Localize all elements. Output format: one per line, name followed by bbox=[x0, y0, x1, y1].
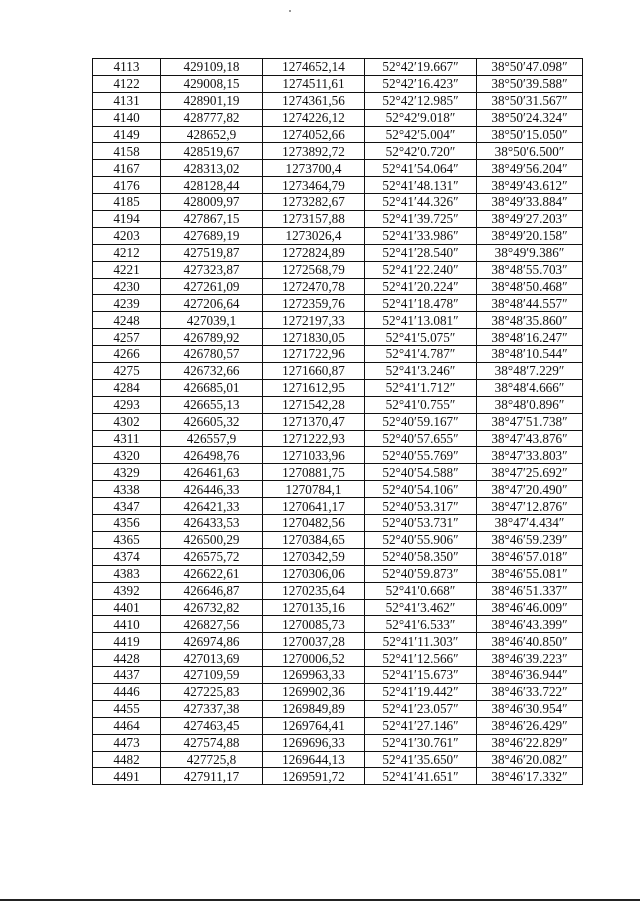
table-row bbox=[93, 346, 583, 363]
cell-y-coordinate: 1270482,56 bbox=[263, 515, 365, 532]
cell-point-number: 4176 bbox=[93, 177, 161, 194]
cell-point-number: 4338 bbox=[93, 481, 161, 498]
cell-x-coordinate: 426827,56 bbox=[161, 616, 263, 633]
cell-x-coordinate: 428519,67 bbox=[161, 143, 263, 160]
cell-longitude: 38°46′33.722″ bbox=[477, 683, 583, 700]
cell-point-number: 4365 bbox=[93, 531, 161, 548]
cell-x-coordinate: 428009,97 bbox=[161, 194, 263, 211]
cell-longitude: 38°50′47.098″ bbox=[477, 59, 583, 76]
cell-latitude: 52°41′3.462″ bbox=[365, 599, 477, 616]
cell-longitude: 38°49′43.612″ bbox=[477, 177, 583, 194]
cell-latitude: 52°41′41.651″ bbox=[365, 768, 477, 785]
table-row bbox=[93, 295, 583, 312]
cell-point-number: 4473 bbox=[93, 734, 161, 751]
cell-x-coordinate: 428901,19 bbox=[161, 92, 263, 109]
table-row bbox=[93, 109, 583, 126]
cell-point-number: 4284 bbox=[93, 379, 161, 396]
table-row bbox=[93, 751, 583, 768]
cell-longitude: 38°46′22.829″ bbox=[477, 734, 583, 751]
cell-point-number: 4140 bbox=[93, 109, 161, 126]
cell-latitude: 52°40′58.350″ bbox=[365, 548, 477, 565]
cell-x-coordinate: 426557,9 bbox=[161, 430, 263, 447]
table-row bbox=[93, 464, 583, 481]
table-row bbox=[93, 363, 583, 380]
table-row bbox=[93, 633, 583, 650]
cell-y-coordinate: 1271660,87 bbox=[263, 363, 365, 380]
cell-x-coordinate: 428777,82 bbox=[161, 109, 263, 126]
cell-latitude: 52°41′18.478″ bbox=[365, 295, 477, 312]
cell-longitude: 38°46′51.337″ bbox=[477, 582, 583, 599]
table-row bbox=[93, 498, 583, 515]
table-row bbox=[93, 126, 583, 143]
cell-latitude: 52°42′5.004″ bbox=[365, 126, 477, 143]
cell-y-coordinate: 1271542,28 bbox=[263, 396, 365, 413]
cell-y-coordinate: 1271033,96 bbox=[263, 447, 365, 464]
cell-y-coordinate: 1274226,12 bbox=[263, 109, 365, 126]
cell-y-coordinate: 1270881,75 bbox=[263, 464, 365, 481]
cell-x-coordinate: 426575,72 bbox=[161, 548, 263, 565]
table-row bbox=[93, 261, 583, 278]
cell-y-coordinate: 1269696,33 bbox=[263, 734, 365, 751]
cell-x-coordinate: 426646,87 bbox=[161, 582, 263, 599]
cell-x-coordinate: 427039,1 bbox=[161, 312, 263, 329]
cell-x-coordinate: 427109,59 bbox=[161, 667, 263, 684]
cell-point-number: 4248 bbox=[93, 312, 161, 329]
cell-x-coordinate: 427519,87 bbox=[161, 244, 263, 261]
cell-x-coordinate: 427225,83 bbox=[161, 683, 263, 700]
cell-latitude: 52°41′0.668″ bbox=[365, 582, 477, 599]
cell-y-coordinate: 1269591,72 bbox=[263, 768, 365, 785]
table-row bbox=[93, 667, 583, 684]
cell-y-coordinate: 1271830,05 bbox=[263, 329, 365, 346]
cell-latitude: 52°40′59.167″ bbox=[365, 413, 477, 430]
cell-longitude: 38°50′39.588″ bbox=[477, 75, 583, 92]
cell-x-coordinate: 426622,61 bbox=[161, 565, 263, 582]
cell-x-coordinate: 426685,01 bbox=[161, 379, 263, 396]
cell-y-coordinate: 1273892,72 bbox=[263, 143, 365, 160]
cell-latitude: 52°40′54.588″ bbox=[365, 464, 477, 481]
cell-point-number: 4194 bbox=[93, 211, 161, 228]
cell-latitude: 52°41′44.326″ bbox=[365, 194, 477, 211]
cell-latitude: 52°42′0.720″ bbox=[365, 143, 477, 160]
cell-y-coordinate: 1273464,79 bbox=[263, 177, 365, 194]
cell-latitude: 52°41′48.131″ bbox=[365, 177, 477, 194]
table-row bbox=[93, 717, 583, 734]
cell-y-coordinate: 1270306,06 bbox=[263, 565, 365, 582]
cell-y-coordinate: 1269902,36 bbox=[263, 683, 365, 700]
cell-point-number: 4383 bbox=[93, 565, 161, 582]
cell-y-coordinate: 1270641,17 bbox=[263, 498, 365, 515]
cell-latitude: 52°41′13.081″ bbox=[365, 312, 477, 329]
cell-y-coordinate: 1269963,33 bbox=[263, 667, 365, 684]
cell-longitude: 38°48′50.468″ bbox=[477, 278, 583, 295]
table-row bbox=[93, 194, 583, 211]
cell-longitude: 38°46′40.850″ bbox=[477, 633, 583, 650]
cell-y-coordinate: 1270085,73 bbox=[263, 616, 365, 633]
cell-x-coordinate: 426421,33 bbox=[161, 498, 263, 515]
cell-y-coordinate: 1270342,59 bbox=[263, 548, 365, 565]
page-bottom-rule bbox=[0, 899, 640, 901]
cell-point-number: 4185 bbox=[93, 194, 161, 211]
cell-y-coordinate: 1269644,13 bbox=[263, 751, 365, 768]
cell-latitude: 52°40′57.655″ bbox=[365, 430, 477, 447]
table-row bbox=[93, 616, 583, 633]
cell-x-coordinate: 427689,19 bbox=[161, 227, 263, 244]
cell-point-number: 4446 bbox=[93, 683, 161, 700]
cell-y-coordinate: 1270135,16 bbox=[263, 599, 365, 616]
cell-y-coordinate: 1274361,56 bbox=[263, 92, 365, 109]
cell-latitude: 52°41′4.787″ bbox=[365, 346, 477, 363]
table-row bbox=[93, 160, 583, 177]
cell-point-number: 4239 bbox=[93, 295, 161, 312]
cell-y-coordinate: 1271370,47 bbox=[263, 413, 365, 430]
cell-latitude: 52°41′20.224″ bbox=[365, 278, 477, 295]
cell-x-coordinate: 426789,92 bbox=[161, 329, 263, 346]
cell-x-coordinate: 427337,38 bbox=[161, 700, 263, 717]
cell-x-coordinate: 427574,88 bbox=[161, 734, 263, 751]
cell-latitude: 52°40′55.906″ bbox=[365, 531, 477, 548]
cell-longitude: 38°48′35.860″ bbox=[477, 312, 583, 329]
table-row bbox=[93, 227, 583, 244]
cell-latitude: 52°42′19.667″ bbox=[365, 59, 477, 76]
coordinates-table-body bbox=[93, 59, 583, 785]
table-row bbox=[93, 211, 583, 228]
cell-y-coordinate: 1271722,96 bbox=[263, 346, 365, 363]
cell-longitude: 38°47′12.876″ bbox=[477, 498, 583, 515]
cell-latitude: 52°41′27.146″ bbox=[365, 717, 477, 734]
cell-point-number: 4491 bbox=[93, 768, 161, 785]
cell-y-coordinate: 1272568,79 bbox=[263, 261, 365, 278]
cell-longitude: 38°47′51.738″ bbox=[477, 413, 583, 430]
table-row bbox=[93, 515, 583, 532]
cell-longitude: 38°46′26.429″ bbox=[477, 717, 583, 734]
cell-x-coordinate: 426974,86 bbox=[161, 633, 263, 650]
cell-latitude: 52°41′3.246″ bbox=[365, 363, 477, 380]
cell-longitude: 38°46′57.018″ bbox=[477, 548, 583, 565]
page-mark bbox=[289, 10, 291, 12]
cell-latitude: 52°41′5.075″ bbox=[365, 329, 477, 346]
cell-point-number: 4293 bbox=[93, 396, 161, 413]
cell-longitude: 38°50′15.050″ bbox=[477, 126, 583, 143]
cell-point-number: 4221 bbox=[93, 261, 161, 278]
cell-point-number: 4437 bbox=[93, 667, 161, 684]
cell-point-number: 4374 bbox=[93, 548, 161, 565]
cell-latitude: 52°41′12.566″ bbox=[365, 650, 477, 667]
cell-latitude: 52°41′33.986″ bbox=[365, 227, 477, 244]
cell-latitude: 52°41′30.761″ bbox=[365, 734, 477, 751]
cell-x-coordinate: 429008,15 bbox=[161, 75, 263, 92]
cell-point-number: 4329 bbox=[93, 464, 161, 481]
cell-point-number: 4320 bbox=[93, 447, 161, 464]
cell-x-coordinate: 426780,57 bbox=[161, 346, 263, 363]
cell-latitude: 52°41′54.064″ bbox=[365, 160, 477, 177]
table-row bbox=[93, 430, 583, 447]
cell-latitude: 52°40′59.873″ bbox=[365, 565, 477, 582]
cell-longitude: 38°47′4.434″ bbox=[477, 515, 583, 532]
cell-longitude: 38°50′6.500″ bbox=[477, 143, 583, 160]
cell-x-coordinate: 427725,8 bbox=[161, 751, 263, 768]
cell-longitude: 38°48′55.703″ bbox=[477, 261, 583, 278]
table-row bbox=[93, 650, 583, 667]
cell-longitude: 38°47′25.692″ bbox=[477, 464, 583, 481]
table-row bbox=[93, 329, 583, 346]
cell-latitude: 52°41′6.533″ bbox=[365, 616, 477, 633]
cell-point-number: 4257 bbox=[93, 329, 161, 346]
cell-longitude: 38°48′10.544″ bbox=[477, 346, 583, 363]
cell-point-number: 4464 bbox=[93, 717, 161, 734]
cell-point-number: 4167 bbox=[93, 160, 161, 177]
cell-x-coordinate: 426446,33 bbox=[161, 481, 263, 498]
cell-longitude: 38°48′4.666″ bbox=[477, 379, 583, 396]
cell-latitude: 52°40′55.769″ bbox=[365, 447, 477, 464]
cell-y-coordinate: 1271612,95 bbox=[263, 379, 365, 396]
cell-point-number: 4347 bbox=[93, 498, 161, 515]
cell-latitude: 52°41′23.057″ bbox=[365, 700, 477, 717]
cell-y-coordinate: 1270235,64 bbox=[263, 582, 365, 599]
cell-point-number: 4428 bbox=[93, 650, 161, 667]
cell-latitude: 52°41′39.725″ bbox=[365, 211, 477, 228]
cell-latitude: 52°41′35.650″ bbox=[365, 751, 477, 768]
table-row bbox=[93, 565, 583, 582]
cell-y-coordinate: 1273157,88 bbox=[263, 211, 365, 228]
cell-y-coordinate: 1270384,65 bbox=[263, 531, 365, 548]
cell-latitude: 52°41′1.712″ bbox=[365, 379, 477, 396]
cell-longitude: 38°49′9.386″ bbox=[477, 244, 583, 261]
cell-point-number: 4302 bbox=[93, 413, 161, 430]
cell-longitude: 38°46′36.944″ bbox=[477, 667, 583, 684]
cell-point-number: 4275 bbox=[93, 363, 161, 380]
cell-y-coordinate: 1269849,89 bbox=[263, 700, 365, 717]
cell-point-number: 4203 bbox=[93, 227, 161, 244]
cell-y-coordinate: 1272470,78 bbox=[263, 278, 365, 295]
cell-x-coordinate: 427206,64 bbox=[161, 295, 263, 312]
table-row bbox=[93, 379, 583, 396]
cell-longitude: 38°50′31.567″ bbox=[477, 92, 583, 109]
cell-latitude: 52°41′0.755″ bbox=[365, 396, 477, 413]
cell-x-coordinate: 428652,9 bbox=[161, 126, 263, 143]
cell-point-number: 4311 bbox=[93, 430, 161, 447]
cell-latitude: 52°41′19.442″ bbox=[365, 683, 477, 700]
cell-y-coordinate: 1272197,33 bbox=[263, 312, 365, 329]
table-row bbox=[93, 700, 583, 717]
cell-y-coordinate: 1273700,4 bbox=[263, 160, 365, 177]
cell-longitude: 38°47′43.876″ bbox=[477, 430, 583, 447]
cell-y-coordinate: 1274052,66 bbox=[263, 126, 365, 143]
cell-latitude: 52°40′53.317″ bbox=[365, 498, 477, 515]
cell-x-coordinate: 429109,18 bbox=[161, 59, 263, 76]
table-row bbox=[93, 683, 583, 700]
cell-longitude: 38°46′30.954″ bbox=[477, 700, 583, 717]
cell-x-coordinate: 427463,45 bbox=[161, 717, 263, 734]
cell-y-coordinate: 1269764,41 bbox=[263, 717, 365, 734]
table-row bbox=[93, 481, 583, 498]
cell-point-number: 4230 bbox=[93, 278, 161, 295]
cell-point-number: 4212 bbox=[93, 244, 161, 261]
cell-x-coordinate: 427911,17 bbox=[161, 768, 263, 785]
cell-x-coordinate: 426732,66 bbox=[161, 363, 263, 380]
cell-y-coordinate: 1272824,89 bbox=[263, 244, 365, 261]
cell-longitude: 38°50′24.324″ bbox=[477, 109, 583, 126]
cell-y-coordinate: 1272359,76 bbox=[263, 295, 365, 312]
cell-point-number: 4419 bbox=[93, 633, 161, 650]
cell-longitude: 38°48′44.557″ bbox=[477, 295, 583, 312]
cell-y-coordinate: 1274652,14 bbox=[263, 59, 365, 76]
cell-x-coordinate: 427013,69 bbox=[161, 650, 263, 667]
cell-latitude: 52°42′12.985″ bbox=[365, 92, 477, 109]
cell-longitude: 38°48′7.229″ bbox=[477, 363, 583, 380]
cell-point-number: 4392 bbox=[93, 582, 161, 599]
cell-latitude: 52°42′16.423″ bbox=[365, 75, 477, 92]
cell-longitude: 38°46′17.332″ bbox=[477, 768, 583, 785]
table-row bbox=[93, 548, 583, 565]
cell-point-number: 4131 bbox=[93, 92, 161, 109]
cell-point-number: 4149 bbox=[93, 126, 161, 143]
cell-longitude: 38°47′20.490″ bbox=[477, 481, 583, 498]
cell-point-number: 4410 bbox=[93, 616, 161, 633]
cell-x-coordinate: 426433,53 bbox=[161, 515, 263, 532]
cell-y-coordinate: 1273026,4 bbox=[263, 227, 365, 244]
cell-y-coordinate: 1271222,93 bbox=[263, 430, 365, 447]
table-row bbox=[93, 92, 583, 109]
cell-point-number: 4455 bbox=[93, 700, 161, 717]
table-row bbox=[93, 768, 583, 785]
cell-latitude: 52°40′54.106″ bbox=[365, 481, 477, 498]
cell-longitude: 38°46′55.081″ bbox=[477, 565, 583, 582]
cell-longitude: 38°49′20.158″ bbox=[477, 227, 583, 244]
cell-longitude: 38°46′39.223″ bbox=[477, 650, 583, 667]
cell-latitude: 52°41′28.540″ bbox=[365, 244, 477, 261]
cell-longitude: 38°47′33.803″ bbox=[477, 447, 583, 464]
cell-latitude: 52°42′9.018″ bbox=[365, 109, 477, 126]
cell-x-coordinate: 426655,13 bbox=[161, 396, 263, 413]
cell-x-coordinate: 428313,02 bbox=[161, 160, 263, 177]
table-row bbox=[93, 413, 583, 430]
table-row bbox=[93, 734, 583, 751]
cell-point-number: 4158 bbox=[93, 143, 161, 160]
table-row bbox=[93, 396, 583, 413]
table-row bbox=[93, 75, 583, 92]
cell-point-number: 4401 bbox=[93, 599, 161, 616]
coordinates-table bbox=[92, 58, 583, 785]
cell-x-coordinate: 427867,15 bbox=[161, 211, 263, 228]
cell-latitude: 52°41′22.240″ bbox=[365, 261, 477, 278]
cell-longitude: 38°48′0.896″ bbox=[477, 396, 583, 413]
cell-longitude: 38°48′16.247″ bbox=[477, 329, 583, 346]
cell-point-number: 4266 bbox=[93, 346, 161, 363]
table-row bbox=[93, 143, 583, 160]
cell-longitude: 38°46′59.239″ bbox=[477, 531, 583, 548]
cell-y-coordinate: 1270784,1 bbox=[263, 481, 365, 498]
table-row bbox=[93, 312, 583, 329]
cell-longitude: 38°49′56.204″ bbox=[477, 160, 583, 177]
cell-x-coordinate: 426605,32 bbox=[161, 413, 263, 430]
cell-longitude: 38°46′46.009″ bbox=[477, 599, 583, 616]
cell-x-coordinate: 428128,44 bbox=[161, 177, 263, 194]
cell-x-coordinate: 427323,87 bbox=[161, 261, 263, 278]
cell-x-coordinate: 426500,29 bbox=[161, 531, 263, 548]
cell-longitude: 38°49′33.884″ bbox=[477, 194, 583, 211]
cell-point-number: 4113 bbox=[93, 59, 161, 76]
table-row bbox=[93, 599, 583, 616]
cell-longitude: 38°46′43.399″ bbox=[477, 616, 583, 633]
table-row bbox=[93, 582, 583, 599]
cell-point-number: 4122 bbox=[93, 75, 161, 92]
cell-x-coordinate: 426461,63 bbox=[161, 464, 263, 481]
cell-latitude: 52°41′11.303″ bbox=[365, 633, 477, 650]
cell-y-coordinate: 1274511,61 bbox=[263, 75, 365, 92]
cell-point-number: 4482 bbox=[93, 751, 161, 768]
cell-latitude: 52°40′53.731″ bbox=[365, 515, 477, 532]
cell-point-number: 4356 bbox=[93, 515, 161, 532]
table-row bbox=[93, 59, 583, 76]
cell-y-coordinate: 1273282,67 bbox=[263, 194, 365, 211]
table-row bbox=[93, 447, 583, 464]
cell-y-coordinate: 1270006,52 bbox=[263, 650, 365, 667]
table-row bbox=[93, 278, 583, 295]
table-row bbox=[93, 531, 583, 548]
table-row bbox=[93, 177, 583, 194]
cell-y-coordinate: 1270037,28 bbox=[263, 633, 365, 650]
cell-longitude: 38°49′27.203″ bbox=[477, 211, 583, 228]
cell-x-coordinate: 427261,09 bbox=[161, 278, 263, 295]
cell-x-coordinate: 426732,82 bbox=[161, 599, 263, 616]
cell-latitude: 52°41′15.673″ bbox=[365, 667, 477, 684]
cell-x-coordinate: 426498,76 bbox=[161, 447, 263, 464]
cell-longitude: 38°46′20.082″ bbox=[477, 751, 583, 768]
table-row bbox=[93, 244, 583, 261]
